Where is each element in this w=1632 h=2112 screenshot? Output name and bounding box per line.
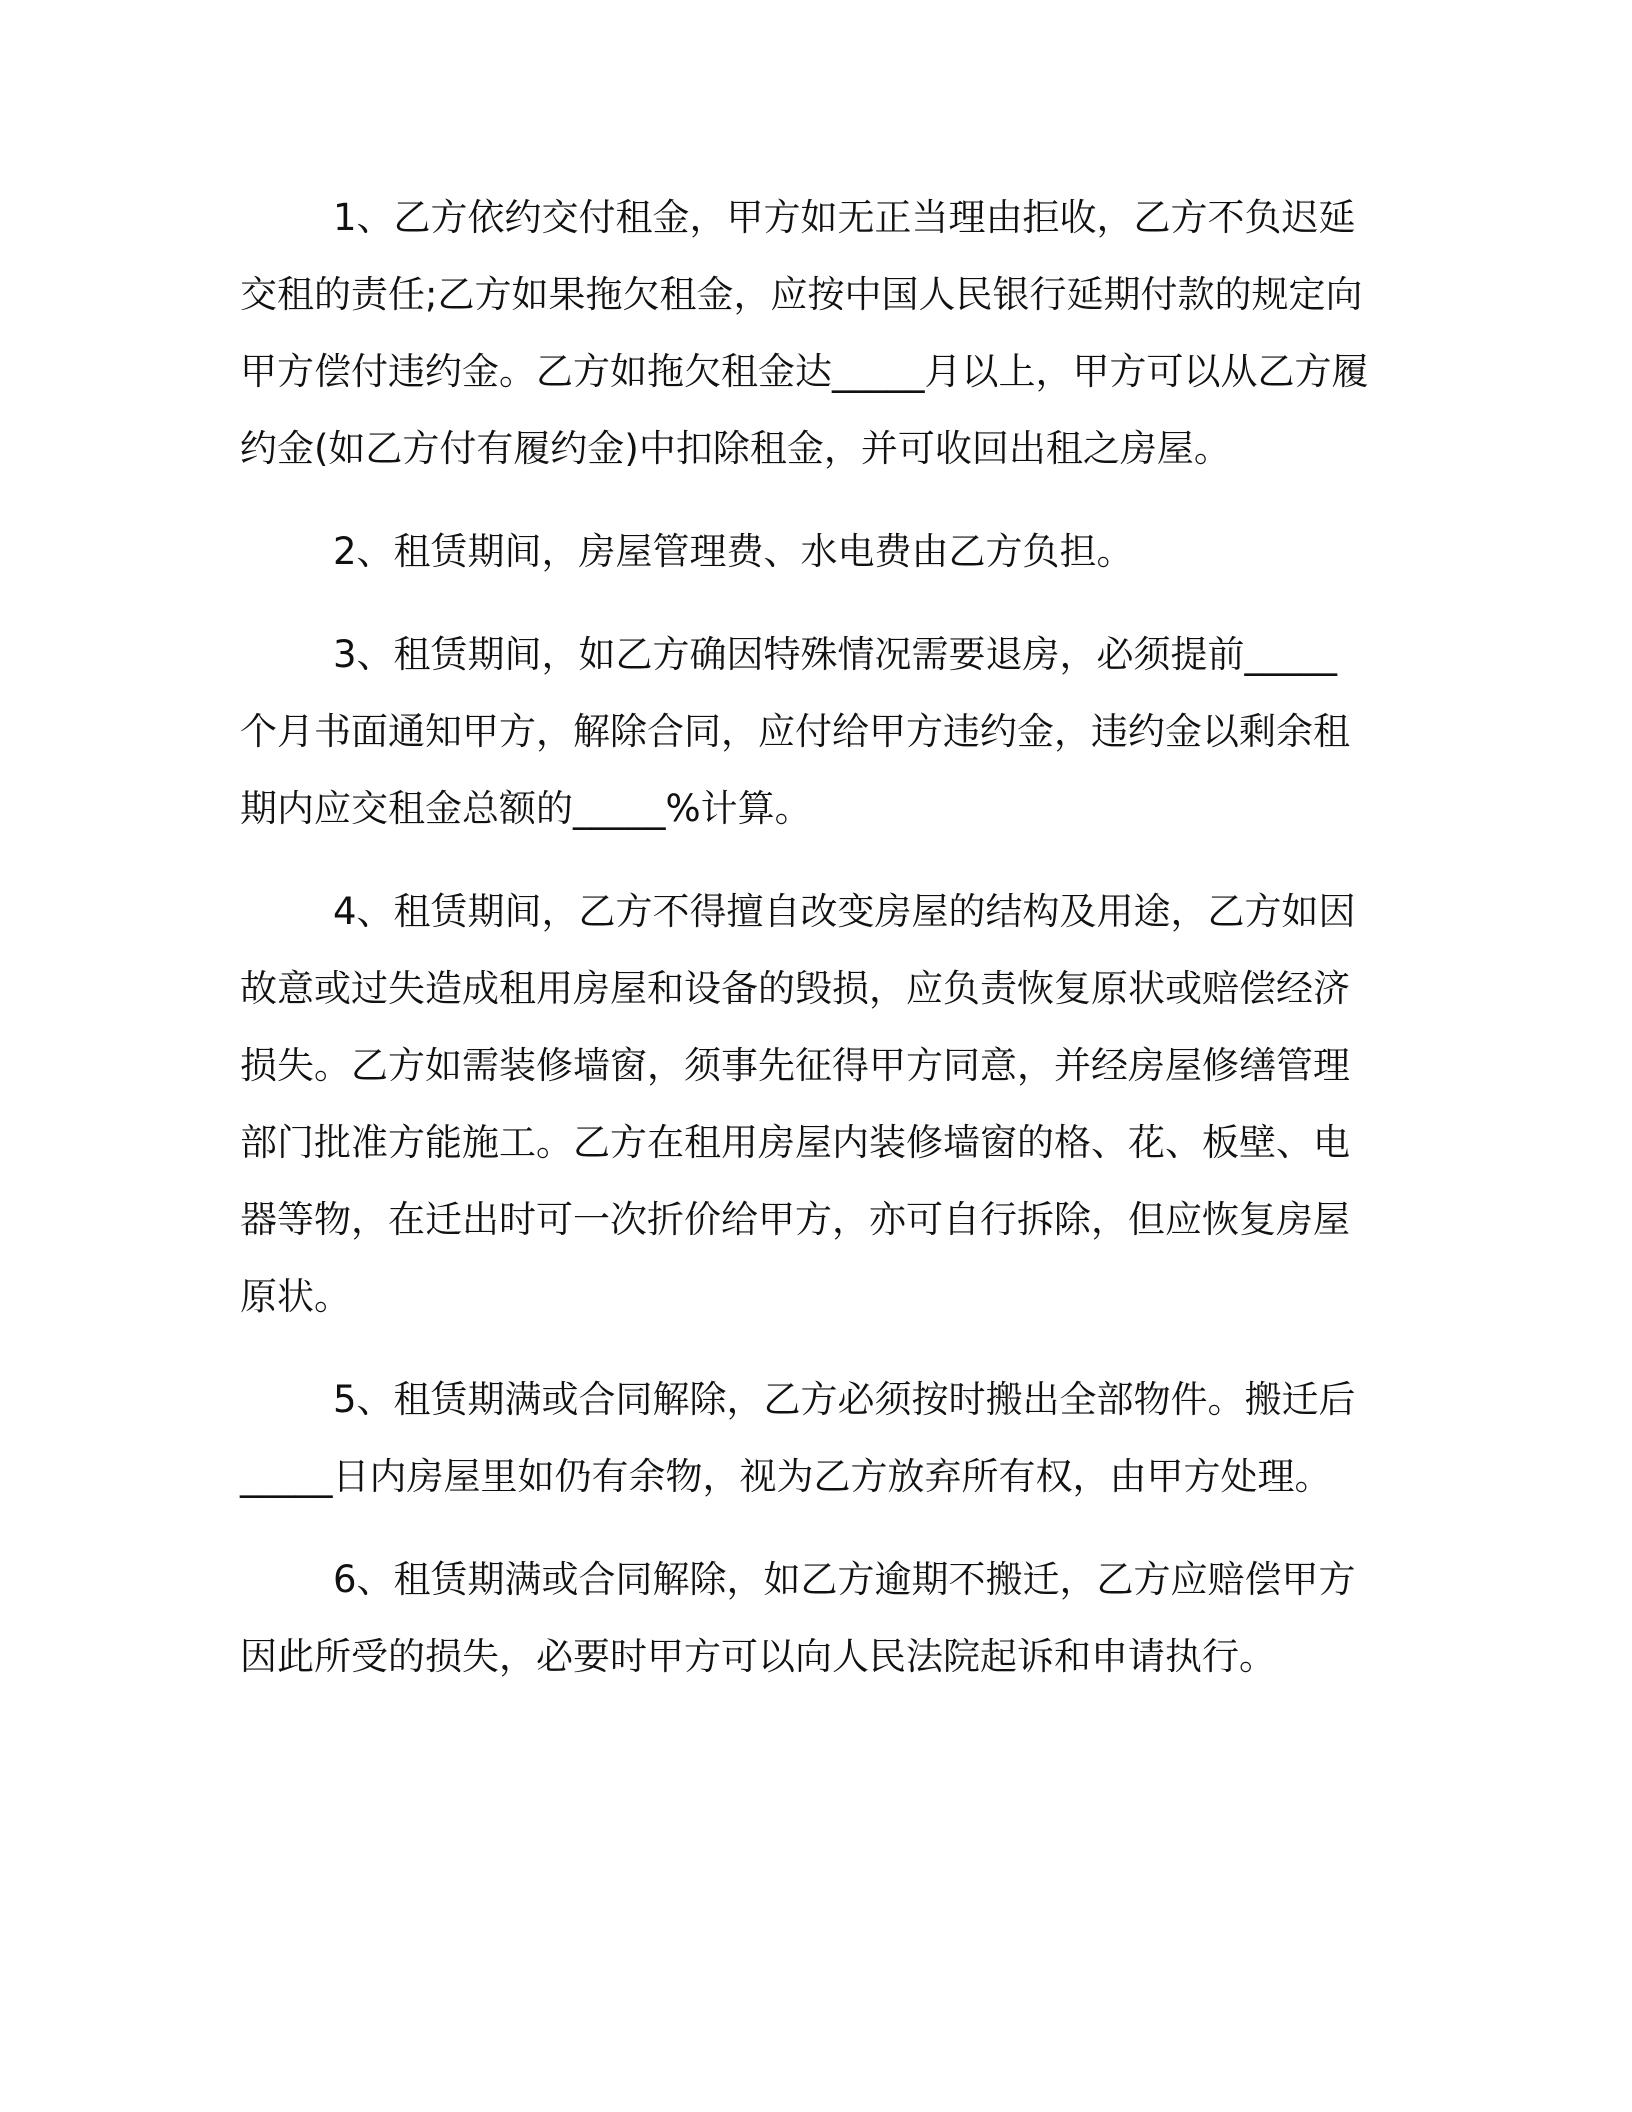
clause-4 xyxy=(240,873,1400,1335)
clause-line: 3、租赁期间，如乙方确因特殊情况需要退房，必须提前_____ xyxy=(333,633,1338,676)
clause-line: 2、租赁期间，房屋管理费、水电费由乙方负担。 xyxy=(333,530,1134,573)
clause-5 xyxy=(240,1361,1400,1515)
clause-line: 损失。乙方如需装修墙窗，须事先征得甲方同意，并经房屋修缮管理 xyxy=(240,1044,1350,1087)
clause-line: 5、租赁期满或合同解除，乙方必须按时搬出全部物件。搬迁后 xyxy=(333,1378,1356,1421)
clause-line: 1、乙方依约交付租金，甲方如无正当理由拒收，乙方不负迟延 xyxy=(333,196,1356,239)
clause-1 xyxy=(240,179,1400,487)
clause-line: 4、租赁期间，乙方不得擅自改变房屋的结构及用途，乙方如因 xyxy=(333,890,1356,933)
clause-2 xyxy=(240,513,1400,590)
document-body xyxy=(240,179,1400,1721)
clause-line: 期内应交租金总额的_____%计算。 xyxy=(240,787,812,830)
clause-6 xyxy=(240,1541,1400,1695)
clause-line: 交租的责任;乙方如果拖欠租金，应按中国人民银行延期付款的规定向 xyxy=(240,273,1363,316)
clause-line: 器等物，在迁出时可一次折价给甲方，亦可自行拆除，但应恢复房屋 xyxy=(240,1198,1350,1241)
clause-line: 甲方偿付违约金。乙方如拖欠租金达_____月以上，甲方可以从乙方履 xyxy=(240,350,1369,393)
clause-line: 故意或过失造成租用房屋和设备的毁损，应负责恢复原状或赔偿经济 xyxy=(240,967,1350,1010)
clause-line: 个月书面通知甲方，解除合同，应付给甲方违约金，违约金以剩余租 xyxy=(240,710,1350,753)
clause-line: 约金(如乙方付有履约金)中扣除租金，并可收回出租之房屋。 xyxy=(240,427,1231,470)
clause-line: 6、租赁期满或合同解除，如乙方逾期不搬迁，乙方应赔偿甲方 xyxy=(333,1558,1356,1601)
clause-3 xyxy=(240,616,1400,847)
clause-line: _____日内房屋里如仍有余物，视为乙方放弃所有权，由甲方处理。 xyxy=(240,1455,1332,1498)
clause-line: 因此所受的损失，必要时甲方可以向人民法院起诉和申请执行。 xyxy=(240,1635,1276,1678)
clause-line: 原状。 xyxy=(240,1275,351,1318)
clause-line: 部门批准方能施工。乙方在租用房屋内装修墙窗的格、花、板壁、电 xyxy=(240,1121,1350,1164)
